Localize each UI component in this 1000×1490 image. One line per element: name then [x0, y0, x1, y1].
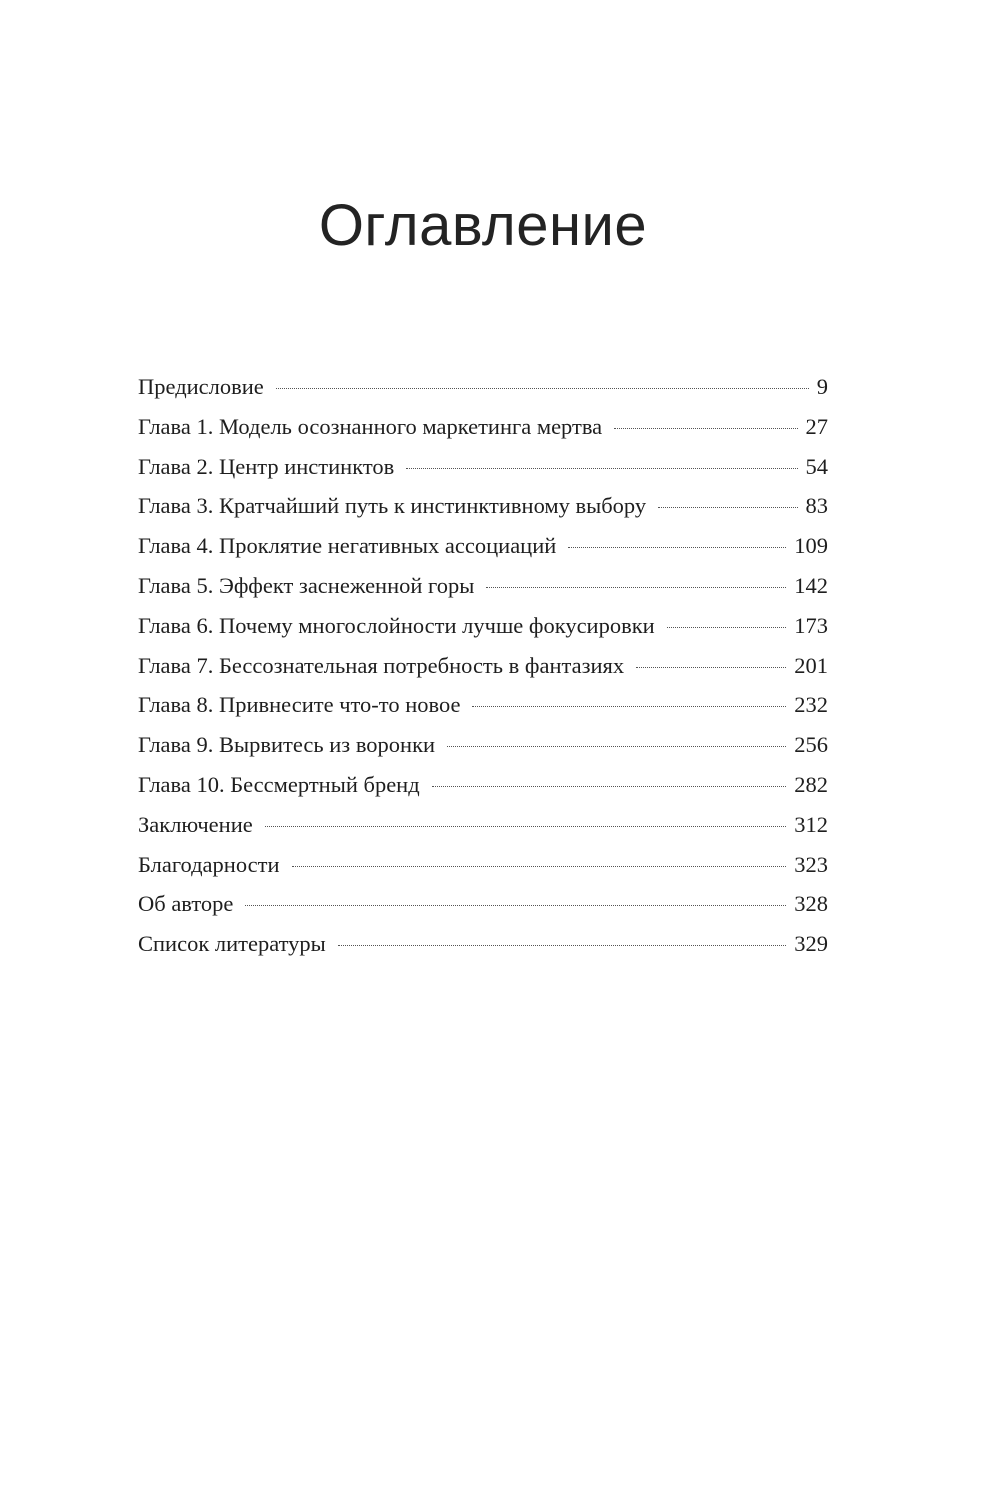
page-title: Оглавление: [318, 193, 648, 258]
toc-entry-page-number: 256: [794, 732, 828, 758]
dot-leader: [338, 945, 786, 946]
dot-leader: [265, 826, 787, 827]
toc-entry: [138, 725, 828, 765]
dot-leader: [432, 786, 787, 787]
toc-entry: [138, 566, 828, 606]
toc-entry: [138, 606, 828, 646]
toc-entry-label: Глава 10. Бессмертный бренд: [138, 771, 420, 797]
toc-entry-page-number: 9: [816, 374, 828, 399]
toc-entry-label: Заключение: [138, 811, 253, 837]
toc-entry-label: Об авторе: [138, 891, 234, 917]
toc-entry-label: Глава 6. Почему многослойности лучше фокусировки: [138, 612, 655, 638]
toc-entry: [138, 845, 828, 885]
toc-entry: [138, 367, 828, 407]
toc-entry-label: Глава 4. Проклятие негативных ассоциаций: [138, 533, 557, 559]
toc-entry-page-number: 232: [794, 692, 828, 718]
toc-entry-page-number: 323: [794, 851, 828, 877]
toc-entry-page-number: 328: [794, 891, 828, 917]
toc-entry: [138, 646, 828, 686]
dot-leader: [667, 627, 787, 628]
toc-entry-page-number: 329: [794, 931, 828, 957]
toc-entry-label: Глава 8. Привнесите что-то новое: [138, 692, 461, 718]
toc-entry-page-number: 109: [794, 533, 828, 559]
toc-entry: [138, 924, 828, 964]
toc-entry-label: Благодарности: [138, 851, 280, 877]
dot-leader: [292, 866, 787, 867]
toc-entry-page-number: 201: [794, 652, 828, 678]
toc-entry-page-number: 27: [805, 413, 828, 439]
toc-entry-label: Глава 2. Центр инстинктов: [138, 453, 395, 479]
toc-entry-label: Глава 9. Вырвитесь из воронки: [138, 732, 436, 758]
toc-entry-label: Глава 7. Бессознательная потребность в фантазиях: [138, 652, 625, 678]
dot-leader: [245, 905, 786, 906]
toc-entry-page-number: 142: [794, 572, 828, 598]
toc-entry-label: Глава 5. Эффект заснеженной горы: [138, 572, 475, 598]
dot-leader: [447, 746, 786, 747]
dot-leader: [472, 706, 786, 707]
toc-entry: [138, 765, 828, 805]
toc-entry-page-number: 282: [794, 771, 828, 797]
dot-leader: [568, 547, 786, 548]
dot-leader: [276, 388, 809, 389]
toc-entry-label: Глава 3. Кратчайший путь к инстинктивному выбору: [138, 493, 647, 519]
toc-entry: [138, 526, 828, 566]
dot-leader: [636, 667, 786, 668]
toc-entry: [138, 486, 828, 526]
toc-entry: [138, 447, 828, 487]
toc-entry-label: Список литературы: [138, 931, 326, 957]
toc-entry: [138, 407, 828, 447]
dot-leader: [658, 507, 797, 508]
toc-entry-label: Глава 1. Модель осознанного маркетинга мертва: [138, 413, 603, 439]
dot-leader: [614, 428, 797, 429]
table-of-contents: [138, 367, 828, 964]
toc-entry-page-number: 54: [805, 453, 828, 479]
toc-entry: [138, 685, 828, 725]
toc-entry-label: Предисловие: [138, 374, 264, 399]
dot-leader: [406, 468, 797, 469]
toc-entry-page-number: 83: [805, 493, 828, 519]
toc-entry: [138, 805, 828, 845]
toc-entry-page-number: 173: [794, 612, 828, 638]
toc-entry: [138, 884, 828, 924]
toc-entry-page-number: 312: [794, 811, 828, 837]
dot-leader: [486, 587, 786, 588]
